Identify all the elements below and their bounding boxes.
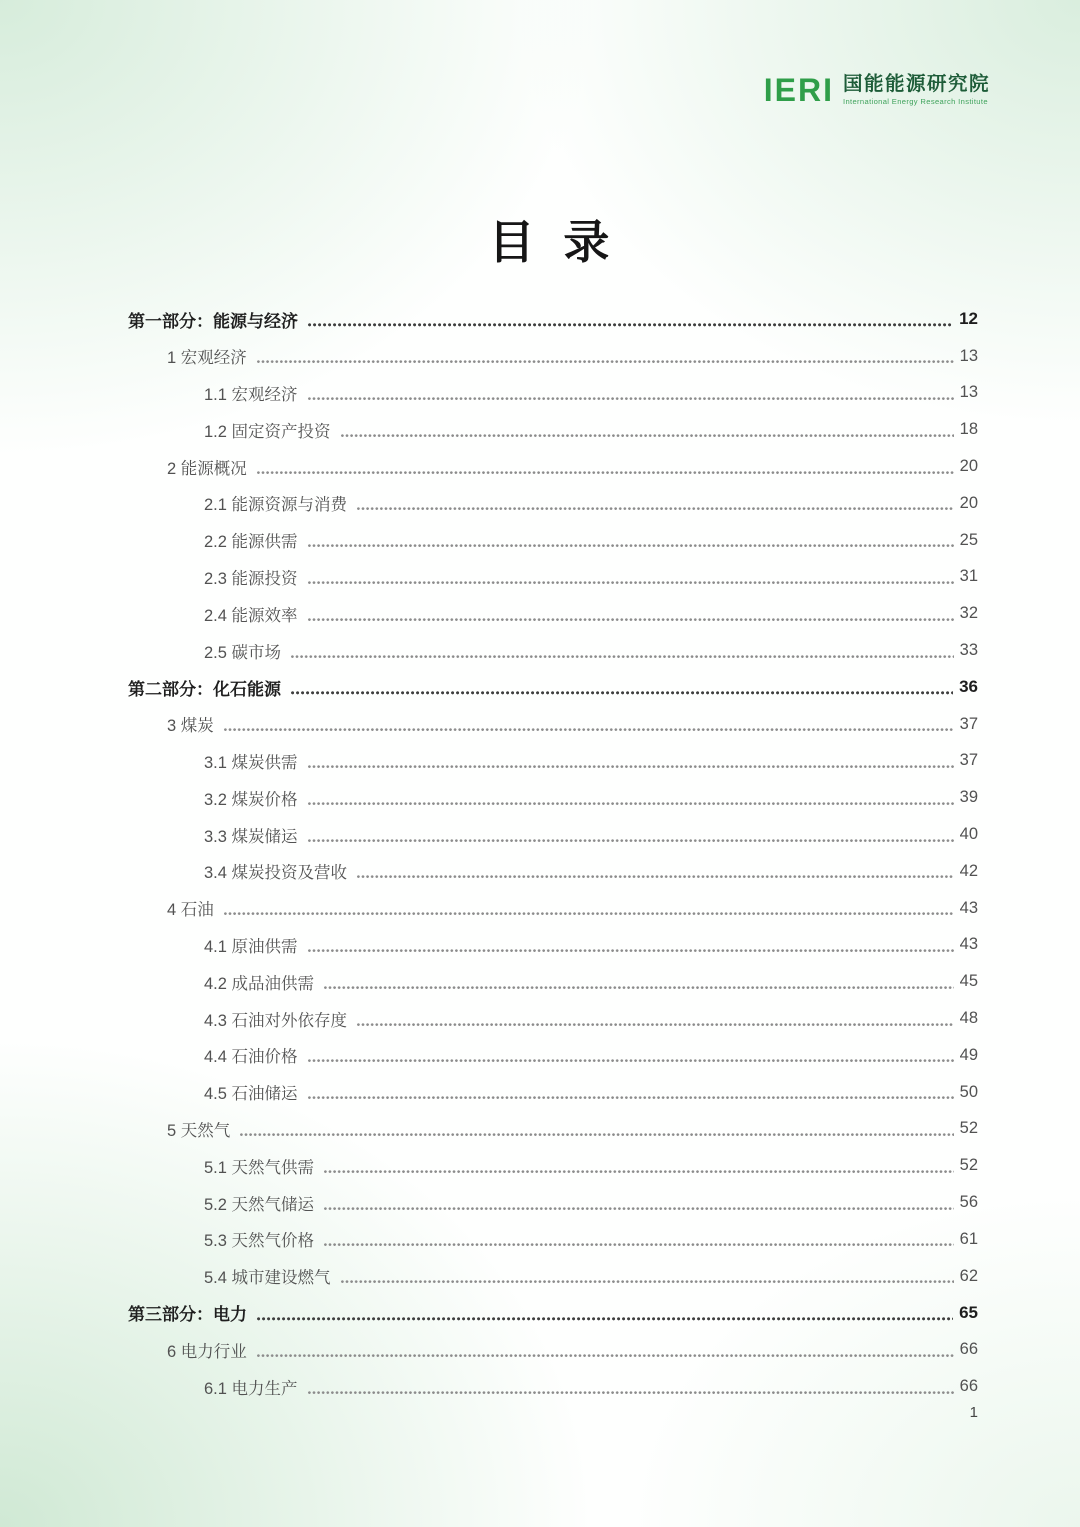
toc-entry[interactable] [128, 1295, 978, 1332]
footer-page-number: 1 [969, 1404, 978, 1421]
toc-dot-leader [308, 765, 954, 769]
toc-entry-label[interactable]: 5 天然气 [167, 1121, 231, 1140]
toc-entry-page: 48 [959, 1009, 978, 1028]
toc-entry-page: 31 [959, 567, 978, 586]
toc-dot-leader [257, 471, 954, 475]
toc-entry-label[interactable]: 第二部分：化石能源 [128, 679, 281, 699]
toc-entry[interactable] [128, 1331, 978, 1368]
toc-entry[interactable] [128, 1258, 978, 1295]
toc-entry[interactable] [128, 1111, 978, 1148]
toc-entry[interactable] [128, 963, 978, 1000]
toc-entry-page: 37 [959, 751, 978, 770]
toc-entry-page: 18 [959, 420, 978, 439]
toc-entry-label[interactable]: 6.1 电力生产 [204, 1379, 298, 1398]
toc-entry-label[interactable]: 5.4 城市建设燃气 [204, 1269, 331, 1288]
toc-dot-leader [224, 912, 954, 916]
toc-dot-leader [324, 1207, 954, 1211]
toc-dot-leader [324, 986, 954, 990]
toc-entry[interactable] [128, 1368, 978, 1405]
toc-entry-label[interactable]: 5.2 天然气储运 [204, 1195, 315, 1214]
toc-entry-label[interactable]: 2.5 碳市场 [204, 643, 282, 662]
toc-entry-page: 43 [959, 935, 978, 954]
toc-entry-page: 20 [959, 493, 978, 512]
toc-entry[interactable] [128, 448, 978, 485]
toc-dot-leader [257, 1317, 953, 1321]
toc-entry-label[interactable]: 1 宏观经济 [167, 349, 247, 368]
toc-dot-leader [291, 691, 953, 695]
toc-entry-page: 12 [959, 309, 978, 329]
toc-dot-leader [308, 1096, 954, 1100]
toc-dot-leader [257, 360, 954, 364]
toc-dot-leader [308, 1059, 954, 1063]
toc-dot-leader [240, 1133, 953, 1137]
toc-entry-label[interactable]: 4.3 石油对外依存度 [204, 1011, 348, 1030]
toc-entry[interactable] [128, 375, 978, 412]
toc-entry-label[interactable]: 6 电力行业 [167, 1342, 247, 1361]
toc-entry-page: 61 [959, 1229, 978, 1248]
toc-entry-label[interactable]: 3.1 煤炭供需 [204, 753, 298, 772]
toc-entry-label[interactable]: 4.4 石油价格 [204, 1048, 298, 1067]
toc-entry-label[interactable]: 5.3 天然气价格 [204, 1232, 315, 1251]
toc-entry-page: 52 [959, 1119, 978, 1138]
ieri-logo-acronym: IERI [763, 72, 834, 109]
toc-entry-label[interactable]: 3.2 煤炭价格 [204, 790, 298, 809]
toc-entry[interactable] [128, 632, 978, 669]
toc-entry-page: 45 [959, 972, 978, 991]
toc-entry-page: 13 [959, 383, 978, 402]
toc-entry-page: 32 [959, 604, 978, 623]
toc-entry-page: 39 [959, 788, 978, 807]
toc-entry-label[interactable]: 3.4 煤炭投资及营收 [204, 864, 348, 883]
toc-entry[interactable] [128, 301, 978, 338]
toc-entry-label[interactable]: 第三部分：电力 [128, 1305, 247, 1325]
toc-entry[interactable] [128, 1184, 978, 1221]
toc-dot-leader [224, 728, 954, 732]
toc-entry-label[interactable]: 1.2 固定资产投资 [204, 422, 331, 441]
toc-entry-page: 65 [959, 1302, 978, 1322]
toc-dot-leader [308, 397, 954, 401]
toc-entry[interactable] [128, 411, 978, 448]
toc-dot-leader [341, 434, 954, 438]
toc-entry[interactable] [128, 743, 978, 780]
toc-entry-label[interactable]: 2.2 能源供需 [204, 533, 298, 552]
ieri-logo-names [843, 74, 990, 106]
toc-dot-leader [308, 581, 954, 585]
toc-entry[interactable] [128, 706, 978, 743]
toc-dot-leader [308, 544, 954, 548]
toc-entry-page: 36 [959, 677, 978, 697]
toc-dot-leader [324, 1243, 954, 1247]
toc-entry[interactable] [128, 1221, 978, 1258]
toc-entry-page: 37 [959, 714, 978, 733]
toc-entry[interactable] [128, 485, 978, 522]
logo-name-english: International Energy Research Institute [842, 97, 988, 107]
toc-entry-label[interactable]: 3 煤炭 [167, 717, 214, 736]
toc-entry-page: 49 [959, 1045, 978, 1064]
toc-list [128, 301, 978, 1405]
toc-entry[interactable] [128, 595, 978, 632]
toc-entry[interactable] [128, 559, 978, 596]
toc-entry-label[interactable]: 4.1 原油供需 [204, 937, 298, 956]
toc-entry-label[interactable]: 2.3 能源投资 [204, 569, 298, 588]
toc-dot-leader [308, 802, 954, 806]
toc-entry[interactable] [128, 522, 978, 559]
toc-entry[interactable] [128, 779, 978, 816]
toc-dot-leader [308, 839, 954, 843]
toc-entry-page: 42 [959, 861, 978, 880]
toc-entry[interactable] [128, 1147, 978, 1184]
toc-dot-leader [308, 1391, 954, 1395]
toc-dot-leader [308, 618, 954, 622]
toc-entry[interactable] [128, 669, 978, 706]
toc-dot-leader [357, 875, 954, 879]
toc-entry-label[interactable]: 2.1 能源资源与消费 [204, 496, 348, 515]
toc-entry-label[interactable]: 第一部分：能源与经济 [128, 311, 298, 331]
toc-entry-page: 50 [959, 1082, 978, 1101]
toc-entry-label[interactable]: 5.1 天然气供需 [204, 1158, 315, 1177]
toc-entry-label[interactable]: 3.3 煤炭储运 [204, 827, 298, 846]
toc-entry-page: 56 [959, 1193, 978, 1212]
toc-entry-page: 13 [959, 346, 978, 365]
toc-entry[interactable] [128, 338, 978, 375]
toc-entry-page: 66 [959, 1340, 978, 1359]
toc-dot-leader [308, 323, 953, 327]
toc-entry-page: 33 [959, 641, 978, 660]
toc-entry-page: 40 [959, 825, 978, 844]
toc-entry-page: 62 [959, 1266, 978, 1285]
toc-entry[interactable] [128, 853, 978, 890]
toc-entry[interactable] [128, 927, 978, 964]
toc-entry-page: 25 [959, 530, 978, 549]
toc-dot-leader [324, 1170, 954, 1174]
toc-entry[interactable] [128, 890, 978, 927]
toc-entry[interactable] [128, 816, 978, 853]
toc-entry[interactable] [128, 1000, 978, 1037]
toc-entry-page: 66 [959, 1377, 978, 1395]
toc-entry-page: 20 [959, 457, 978, 476]
toc-dot-leader [257, 1354, 954, 1358]
toc-entry[interactable] [128, 1074, 978, 1111]
toc-entry-label[interactable]: 2 能源概况 [167, 459, 247, 478]
toc-dot-leader [357, 507, 954, 511]
toc-dot-leader [341, 1280, 954, 1284]
toc-dot-leader [357, 1023, 954, 1027]
toc-entry-page: 43 [959, 898, 978, 917]
toc-entry[interactable] [128, 1037, 978, 1074]
toc-entry-label[interactable]: 4 石油 [167, 901, 214, 920]
page-title: 目 录 [488, 216, 618, 268]
toc-dot-leader [291, 655, 954, 659]
toc-entry-page: 52 [959, 1156, 978, 1175]
toc-entry-label[interactable]: 2.4 能源效率 [204, 606, 298, 625]
toc-dot-leader [308, 949, 954, 953]
ieri-logo [763, 72, 990, 109]
logo-name-chinese: 国能能源研究院 [842, 73, 990, 95]
toc-entry-label[interactable]: 1.1 宏观经济 [204, 385, 298, 404]
toc-entry-label[interactable]: 4.5 石油储运 [204, 1085, 298, 1104]
toc-entry-label[interactable]: 4.2 成品油供需 [204, 974, 315, 993]
